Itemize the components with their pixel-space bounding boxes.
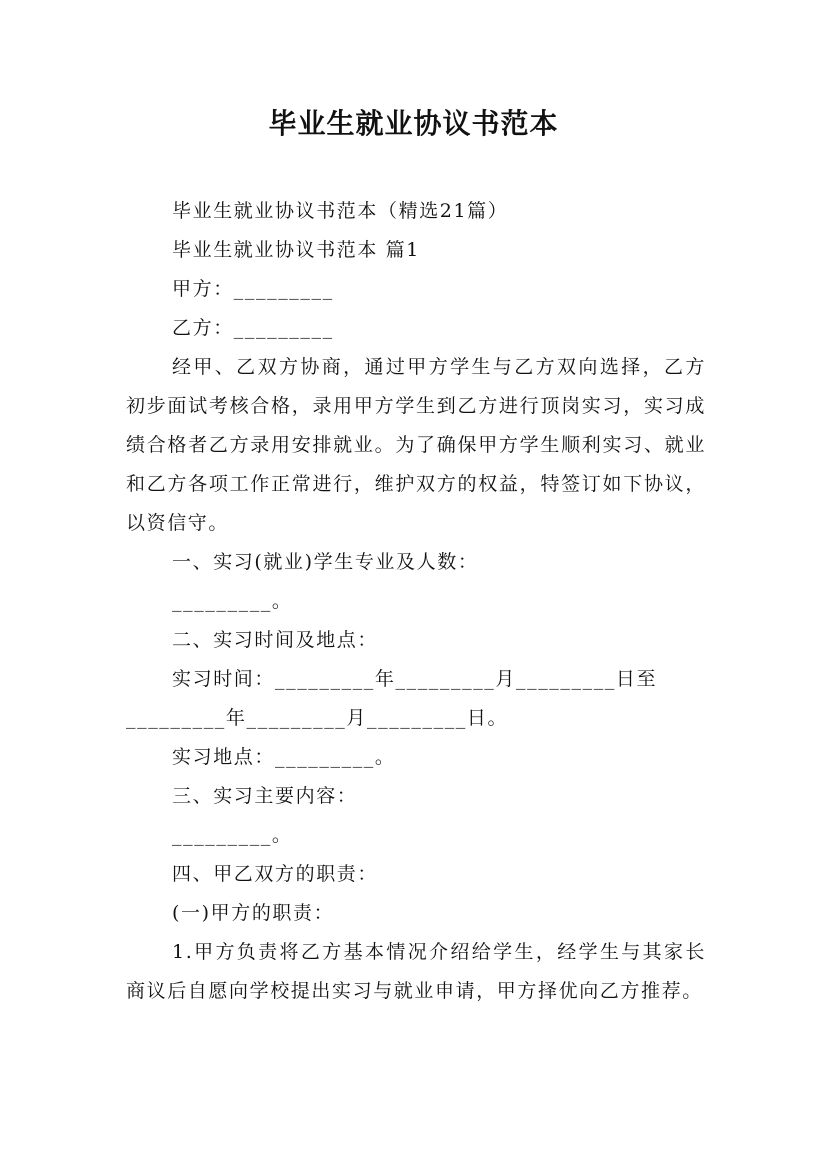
paragraph-subclause-a: (一)甲方的职责： bbox=[172, 902, 335, 924]
paragraph-party-a: 甲方：_________ bbox=[172, 278, 334, 300]
paragraph-blank-2: _________。 bbox=[172, 824, 293, 846]
document-body bbox=[126, 192, 706, 1011]
paragraph-internship-time-end: _________年_________月_________日。 bbox=[126, 707, 509, 729]
paragraph-subtitle: 毕业生就业协议书范本（精选21篇） bbox=[172, 200, 509, 222]
paragraph-internship-time: 实习时间：_________年_________月_________日至 bbox=[172, 668, 658, 690]
paragraph-clause-2: 二、实习时间及地点： bbox=[172, 629, 379, 651]
paragraph-party-b: 乙方：_________ bbox=[172, 317, 334, 339]
paragraph-clause-4: 四、甲乙双方的职责： bbox=[172, 863, 379, 885]
paragraph-internship-location: 实习地点：_________。 bbox=[172, 746, 396, 768]
paragraph-clause-3: 三、实习主要内容： bbox=[172, 785, 358, 807]
paragraph-clause-1: 一、实习(就业)学生专业及人数： bbox=[172, 551, 479, 573]
paragraph-blank-1: _________。 bbox=[172, 590, 293, 612]
paragraph-item-1: 1.甲方负责将乙方基本情况介绍给学生，经学生与其家长商议后自愿向学校提出实习与就业申请，甲方择优向乙方推荐。 bbox=[126, 941, 706, 1002]
paragraph-intro: 经甲、乙双方协商，通过甲方学生与乙方双向选择，乙方初步面试考核合格，录用甲方学生到乙方进行顶岗实习，实习成绩合格者乙方录用安排就业。为了确保甲方学生顺利实习、就业和乙方各项工作正常进行，维护双方的权益，特签订如下协议，以资信守。 bbox=[126, 356, 706, 534]
document-title: 毕业生就业协议书范本 bbox=[268, 107, 559, 140]
paragraph-section-heading: 毕业生就业协议书范本 篇1 bbox=[172, 239, 420, 261]
